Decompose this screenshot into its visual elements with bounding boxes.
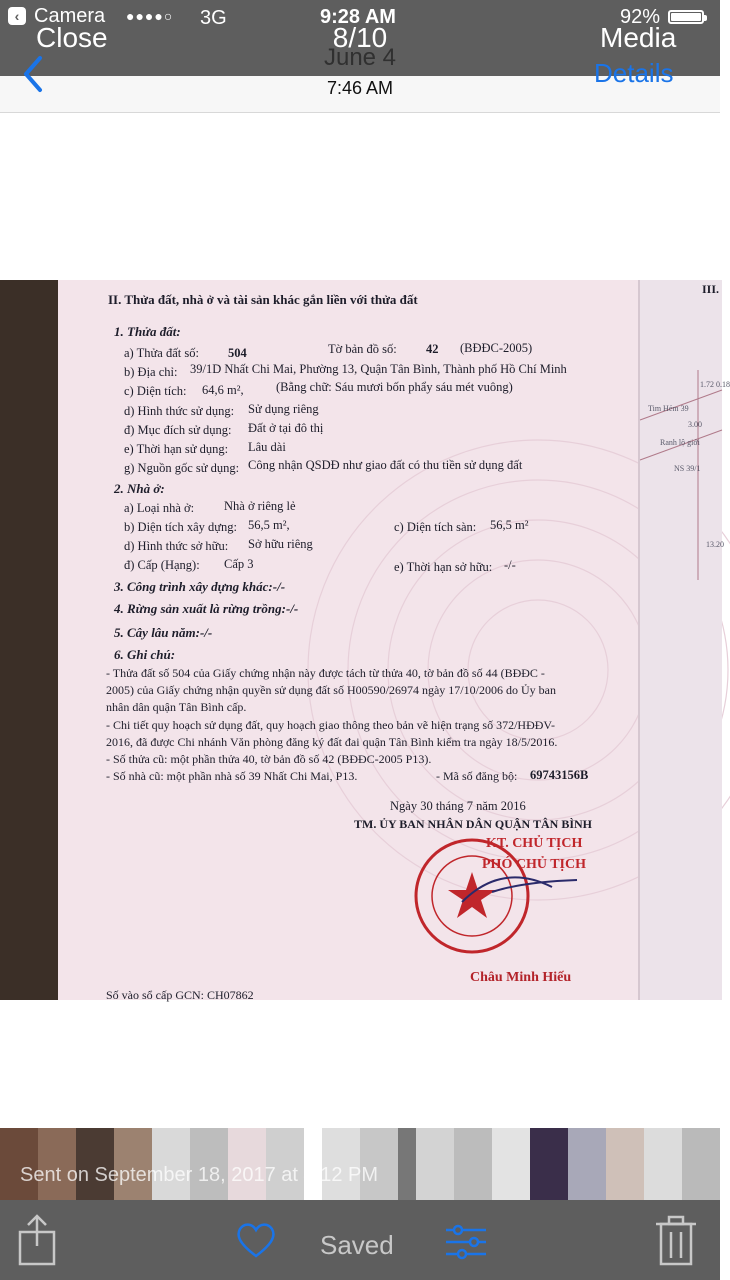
heart-icon[interactable] [234, 1220, 278, 1260]
register-number: Số vào sổ cấp GCN: CH07862 [106, 988, 254, 1002]
thumbnail[interactable] [416, 1128, 454, 1200]
thumbnail[interactable] [454, 1128, 492, 1200]
label-origin: g) Nguồn gốc sử dụng: [124, 461, 240, 475]
label-term: e) Thời hạn sử dụng: [124, 442, 229, 456]
photo-viewer[interactable] [0, 280, 730, 1002]
value-map-system: (BĐĐC-2005) [460, 341, 533, 355]
section-land: 1. Thửa đất: [114, 324, 181, 339]
issue-date: Ngày 30 tháng 7 năm 2016 [390, 799, 526, 813]
section-three-heading: III. [702, 282, 720, 296]
certificate-page [58, 280, 640, 1000]
signer-title-2: PHÓ CHỦ TỊCH [482, 857, 586, 872]
plan-label-ns: NS 39/1 [674, 464, 701, 473]
thumbnail[interactable] [530, 1128, 568, 1200]
section-notes: 6. Ghi chú: [114, 647, 176, 662]
label-ownership-term: e) Thời hạn sở hữu: [394, 560, 493, 574]
value-parcel: 504 [228, 346, 247, 360]
note-1b: 2005) của Giấy chứng nhận quyền sử dụng đất số H00590/26974 ngày 17/10/2006 do Ủy ban [106, 683, 556, 697]
plan-label-dimension: 13.20 [706, 540, 724, 549]
sent-caption: Sent on September 18, 2017 at 4:12 PM [20, 1164, 379, 1186]
battery-percent: 92% [620, 6, 661, 28]
photo-counter: 8/10 [332, 22, 388, 53]
saved-label: Saved [320, 1230, 394, 1260]
issuer: TM. ỦY BAN NHÂN DÂN QUẬN TÂN BÌNH [354, 817, 593, 831]
value-house-type: Nhà ở riêng lẻ [224, 499, 296, 513]
details-button[interactable]: Details [594, 58, 674, 88]
back-arrow-icon[interactable]: ‹ [8, 7, 26, 25]
value-map: 42 [426, 342, 439, 356]
value-purpose: Đất ở tại đô thị [248, 421, 324, 435]
label-ownership: d) Hình thức sở hữu: [124, 539, 229, 553]
close-button[interactable]: Close [36, 22, 108, 53]
thumbnail[interactable] [492, 1128, 530, 1200]
adjust-icon[interactable] [444, 1222, 488, 1262]
registry-value: 69743156B [530, 768, 589, 782]
section-house: 2. Nhà ở: [114, 481, 165, 496]
back-chevron-icon[interactable] [20, 54, 46, 94]
photo-date: June 4 [323, 44, 397, 71]
label-house-type: a) Loại nhà ở: [124, 501, 195, 515]
value-building-area: 56,5 m², [248, 518, 290, 532]
value-usage-form: Sử dụng riêng [248, 402, 319, 416]
section-heading: II. Thửa đất, nhà ở và tài sản khác gắn liền với thửa đất [108, 292, 418, 307]
value-origin: Công nhận QSDĐ như giao đất có thu tiền sử dụng đất [248, 458, 523, 472]
value-address: 39/1D Nhất Chi Mai, Phường 13, Quận Tân Bình, Thành phố Hồ Chí Minh [190, 362, 567, 376]
value-term: Lâu dài [248, 440, 286, 454]
value-area-words: (Bằng chữ: Sáu mươi bốn phẩy sáu mét vuông) [276, 380, 513, 394]
section-trees: 5. Cây lâu năm:-/- [114, 625, 213, 640]
value-ownership-term: -/- [504, 558, 516, 572]
label-map: Tờ bản đồ số: [328, 342, 397, 356]
thumbnail[interactable] [644, 1128, 682, 1200]
signer-name: Châu Minh Hiếu [470, 970, 572, 985]
signal-strength-icon: ●●●●○ [126, 8, 174, 24]
value-floor-area: 56,5 m² [490, 518, 529, 532]
status-time: 9:28 AM [320, 6, 396, 28]
label-building-area: b) Diện tích xây dựng: [124, 520, 238, 534]
thumbnail[interactable] [606, 1128, 644, 1200]
plan-label-boundary: Ranh lộ giới [660, 438, 700, 447]
note-3: - Số thửa cũ: một phần thửa 40, tờ bản đồ số 42 (BĐĐC-2005 P13). [106, 752, 432, 766]
section-other-works: 3. Công trình xây dựng khác:-/- [114, 579, 286, 594]
media-button[interactable]: Media [600, 22, 677, 53]
note-2b: 2016, đã được Chi nhánh Văn phòng đăng ký đất đai quận Tân Bình kiểm tra ngày 18/5/2016. [106, 735, 558, 749]
value-ownership: Sở hữu riêng [248, 537, 313, 551]
value-area: 64,6 m², [202, 383, 244, 397]
registry-label: - Mã số đăng bộ: [436, 769, 518, 783]
back-to-app-label[interactable]: Camera [34, 5, 106, 27]
label-grade: đ) Cấp (Hạng): [124, 558, 200, 572]
trash-icon[interactable] [652, 1214, 700, 1268]
plan-label-width: 1.72 0.18 [700, 380, 730, 389]
share-icon[interactable] [14, 1212, 62, 1268]
photo-time: 7:46 AM [326, 78, 394, 98]
certificate-next-page [638, 280, 730, 1000]
note-2a: - Chi tiết quy hoạch sử dụng đất, quy hoạch giao thông theo bản vẽ hiện trạng số 372/HĐĐV- [106, 718, 555, 732]
note-4: - Số nhà cũ: một phần nhà số 39 Nhất Chi Mai, P13. [106, 769, 358, 783]
label-usage-form: d) Hình thức sử dụng: [124, 404, 235, 418]
label-area: c) Diện tích: [124, 384, 187, 398]
label-parcel: a) Thửa đất số: [124, 346, 199, 360]
label-floor-area: c) Diện tích sàn: [394, 520, 477, 534]
network-type: 3G [200, 7, 227, 29]
signer-title-1: KT. CHỦ TỊCH [486, 836, 583, 851]
value-grade: Cấp 3 [224, 557, 254, 571]
red-seal-stamp [402, 832, 582, 962]
plan-label-alley: Tim Hẻm 39 [648, 404, 689, 413]
note-1a: - Thửa đất số 504 của Giấy chứng nhận này được tách từ thửa 40, tờ bản đồ số 44 (BĐĐC - [106, 666, 545, 680]
plan-label-depth: 3.00 [688, 420, 702, 429]
label-address: b) Địa chỉ: [124, 365, 178, 379]
label-purpose: đ) Mục đích sử dụng: [124, 423, 232, 437]
section-forest: 4. Rừng sản xuất là rừng trồng:-/- [114, 601, 299, 616]
thumbnail[interactable] [568, 1128, 606, 1200]
note-1c: nhân dân quận Tân Bình cấp. [106, 700, 247, 714]
thumbnail[interactable] [682, 1128, 720, 1200]
